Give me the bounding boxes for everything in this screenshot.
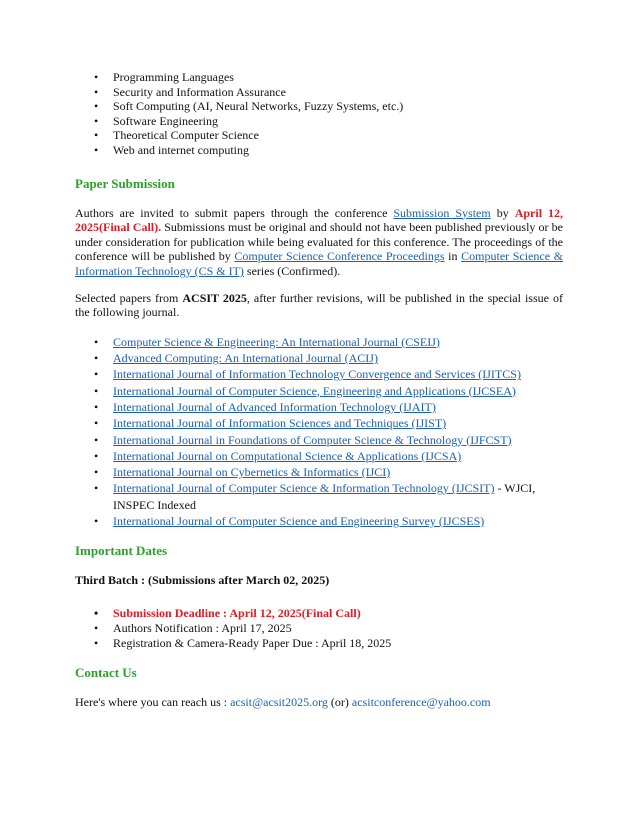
journal-item: [113, 480, 563, 513]
topics-list: [75, 70, 563, 158]
journal-item: [113, 432, 563, 448]
date-item-registration: • Registration & Camera-Ready Paper Due : April 18, 2025: [113, 636, 563, 651]
text: Here's where you can reach us :: [75, 695, 231, 710]
batch-label: Third Batch : (Submissions after March 02, 2025): [75, 573, 330, 588]
text: (or): [327, 695, 352, 710]
journals-list: [75, 334, 563, 530]
text: series (Confirmed).: [243, 263, 341, 278]
topic-item: • Web and internet computing: [113, 143, 563, 158]
topic-item: • Security and Information Assurance: [113, 85, 563, 100]
journal-item: [113, 399, 563, 415]
journal-item: [113, 366, 563, 382]
csit-link[interactable]: Computer Science & Information Technology (CS & IT): [75, 249, 564, 278]
selected-papers-paragraph: [75, 291, 563, 320]
journal-link[interactable]: Computer Science & Engineering: An International Journal (CSEIJ): [113, 334, 440, 349]
journal-link[interactable]: International Journal of Computer Science and Engineering Survey (IJCSES): [113, 513, 485, 528]
journal-item: [113, 334, 563, 350]
journal-link[interactable]: International Journal of Information Sciences and Techniques (IJIST): [113, 416, 447, 431]
journal-link[interactable]: International Journal of Computer Science, Engineering and Applications (IJCSEA): [113, 383, 516, 398]
journal-link[interactable]: International Journal of Computer Science & Information Technology (IJCSIT): [113, 481, 495, 496]
paper-submission-heading: Paper Submission: [75, 175, 175, 191]
conference-name: ACSIT 2025: [182, 290, 247, 305]
text: Authors are invited to submit papers through the conference: [75, 205, 394, 220]
submission-paragraph: [75, 206, 563, 279]
email-link[interactable]: acsit@acsit2025.org: [230, 695, 328, 710]
contact-heading: Contact Us: [75, 665, 137, 681]
topic-item: • Programming Languages: [113, 70, 563, 85]
text: , after further revisions, will be published in the special issue of the following journal.: [75, 290, 563, 320]
text: in: [444, 249, 462, 264]
journal-link[interactable]: Advanced Computing: An International Journal (ACIJ): [113, 351, 378, 366]
journal-link[interactable]: International Journal on Computational Science & Applications (IJCSA): [113, 448, 462, 463]
submission-system-link[interactable]: Submission System: [393, 205, 491, 220]
text: Selected papers from: [75, 290, 183, 305]
contact-paragraph: [75, 695, 563, 710]
journal-link[interactable]: International Journal of Advanced Information Technology (IJAIT): [113, 399, 436, 414]
dates-list: [75, 606, 563, 652]
text: by: [490, 205, 515, 220]
journal-item: [113, 448, 563, 464]
journal-item: [113, 513, 563, 529]
topic-item: • Theoretical Computer Science: [113, 128, 563, 143]
topic-item: • Software Engineering: [113, 114, 563, 129]
document-page: [75, 70, 563, 710]
journal-link[interactable]: International Journal of Information Technology Convergence and Services (IJITCS): [113, 367, 521, 382]
important-dates-heading: Important Dates: [75, 543, 168, 559]
journal-item: [113, 383, 563, 399]
journal-link[interactable]: International Journal on Cybernetics & Informatics (IJCI): [113, 465, 391, 480]
journal-item: [113, 415, 563, 431]
journal-index-note: - WJCI, INSPEC Indexed: [113, 481, 536, 512]
email-link-alt[interactable]: acsitconference@yahoo.com: [351, 695, 491, 710]
cscp-link[interactable]: Computer Science Conference Proceedings: [234, 249, 445, 264]
date-item-notification: • Authors Notification : April 17, 2025: [113, 621, 563, 636]
journal-item: [113, 350, 563, 366]
journal-link[interactable]: International Journal in Foundations of Computer Science & Technology (IJFCST): [113, 432, 512, 447]
journal-item: [113, 464, 563, 480]
date-item-deadline: • Submission Deadline : April 12, 2025(Final Call): [113, 606, 563, 621]
deadline-text: April 12, 2025(Final Call).: [75, 205, 563, 235]
text: Submissions must be original and should not have been published previously or be under consideration for publication while being evaluated for this conference. The proceedings of the conference will be published by: [75, 220, 563, 264]
topic-item: • Soft Computing (AI, Neural Networks, Fuzzy Systems, etc.): [113, 99, 563, 114]
